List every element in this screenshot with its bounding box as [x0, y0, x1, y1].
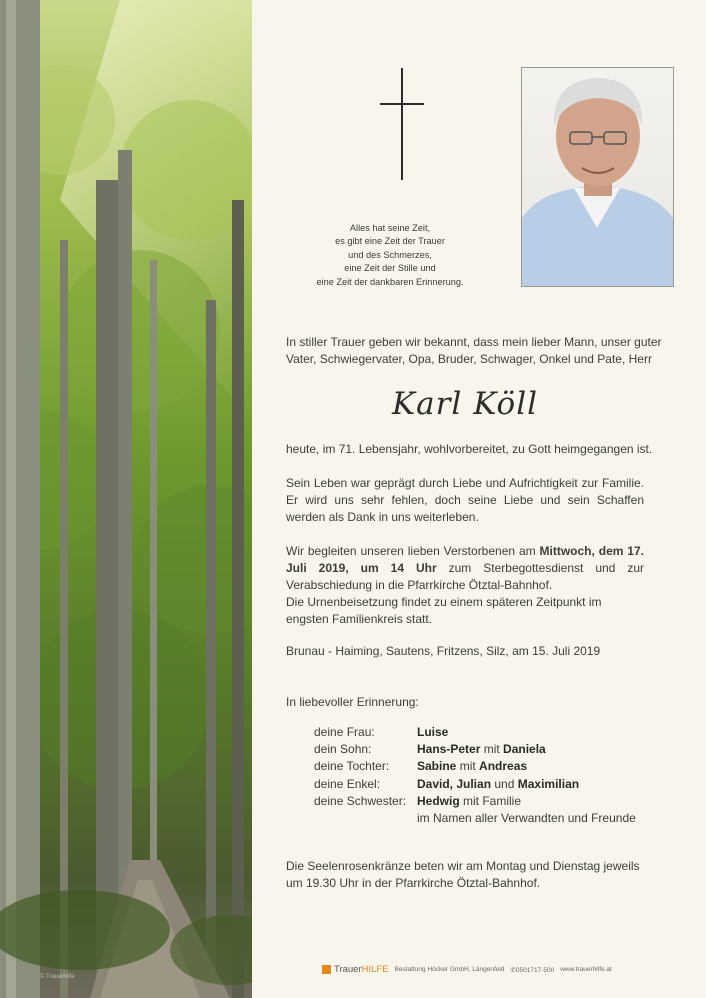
intro-text: [286, 334, 662, 368]
family-list: [314, 724, 636, 827]
connector: mit: [456, 759, 480, 774]
deceased-name: Karl Köll: [391, 386, 539, 422]
family-member: Andreas: [479, 759, 528, 774]
urn-text: Die Urnenbeisetzung findet zu einem späteren Zeitpunkt im engsten Familienkreis statt.: [286, 595, 602, 627]
relation-label: deine Enkel:: [314, 776, 381, 791]
family-member: Hans-Peter: [417, 742, 481, 757]
memory-heading: In liebevoller Erinnerung:: [286, 695, 419, 709]
family-row: [314, 810, 636, 827]
forest-image: [0, 0, 252, 998]
relation-label: dein Sohn:: [314, 742, 372, 757]
rosary-text: Die Seelenrosenkränze beten wir am Montag und Dienstag jeweils um 19.30 Uhr in der Pfarrkirche Ötztal-Bahnhof.: [286, 859, 640, 891]
cross-icon: [380, 68, 424, 180]
family-row: [314, 758, 636, 775]
website-link[interactable]: www.trauerhilfe.at: [560, 966, 612, 973]
quote-line: eine Zeit der dankbaren Erinnerung.: [316, 276, 464, 287]
relation-label: deine Schwester:: [314, 793, 407, 808]
funeral-date: Mittwoch, dem 17. Juli 2019, um 14 Uhr: [286, 544, 644, 576]
family-row: [314, 741, 636, 758]
intro-line: In stiller Trauer geben wir bekannt, dass mein lieber Mann, unser guter: [286, 335, 662, 349]
passing-text: heute, im 71. Lebensjahr, wohlvorbereitet, zu Gott heimgegangen ist.: [286, 442, 653, 456]
trauerhilfe-logo: TrauerHILFE: [334, 964, 389, 975]
connector: mit: [480, 742, 504, 757]
life-text: Sein Leben war geprägt durch Liebe und Aufrichtigkeit zur Familie. Er wird uns sehr fehlen, doch seine Liebe und sein Schaffen werden als Dank in uns weiterleben.: [286, 476, 644, 525]
funeral-text: [286, 543, 644, 595]
family-row: [314, 724, 636, 741]
family-member: Daniela: [503, 742, 546, 757]
place-date: Brunau - Haiming, Sautens, Fritzens, Silz, am 15. Juli 2019: [286, 644, 601, 658]
family-member: Sabine: [417, 759, 457, 774]
trauerhilfe-logo-icon: [322, 965, 331, 974]
family-member: Maximilian: [517, 776, 580, 791]
family-member: Hedwig: [417, 793, 460, 808]
funeral-details: zum Sterbegottesdienst und zur Verabschiedung in die Pfarrkirche Ötztal-Bahnhof.: [286, 561, 644, 593]
phone-number: ✆0501717-500: [510, 966, 555, 974]
quote-line: und des Schmerzes,: [348, 249, 432, 260]
family-row: [314, 793, 636, 810]
family-member: David, Julian: [417, 776, 492, 791]
relation-label: deine Tochter:: [314, 759, 390, 774]
company-name: Bestattung Höcker GmbH, Längenfeld: [394, 966, 505, 973]
quote-line: es gibt eine Zeit der Trauer: [335, 236, 445, 247]
quote-line: eine Zeit der Stille und: [344, 263, 436, 274]
connector: mit Familie: [459, 793, 522, 808]
relation-label: deine Frau:: [314, 725, 375, 739]
relatives-line: im Namen aller Verwandten und Freunde: [417, 811, 636, 826]
family-row: [314, 776, 636, 793]
quote: [300, 222, 480, 289]
portrait-photo: [521, 67, 674, 287]
footer: [322, 964, 612, 975]
quote-line: Alles hat seine Zeit,: [349, 223, 431, 233]
family-member: Luise: [417, 725, 449, 739]
funeral-intro: Wir begleiten unseren lieben Verstorbenen am: [286, 544, 540, 558]
connector: und: [491, 776, 518, 791]
image-credit: © Trauerhilfe: [40, 974, 75, 980]
intro-line: Vater, Schwiegervater, Opa, Bruder, Schwager, Onkel und Pate, Herr: [286, 352, 652, 367]
